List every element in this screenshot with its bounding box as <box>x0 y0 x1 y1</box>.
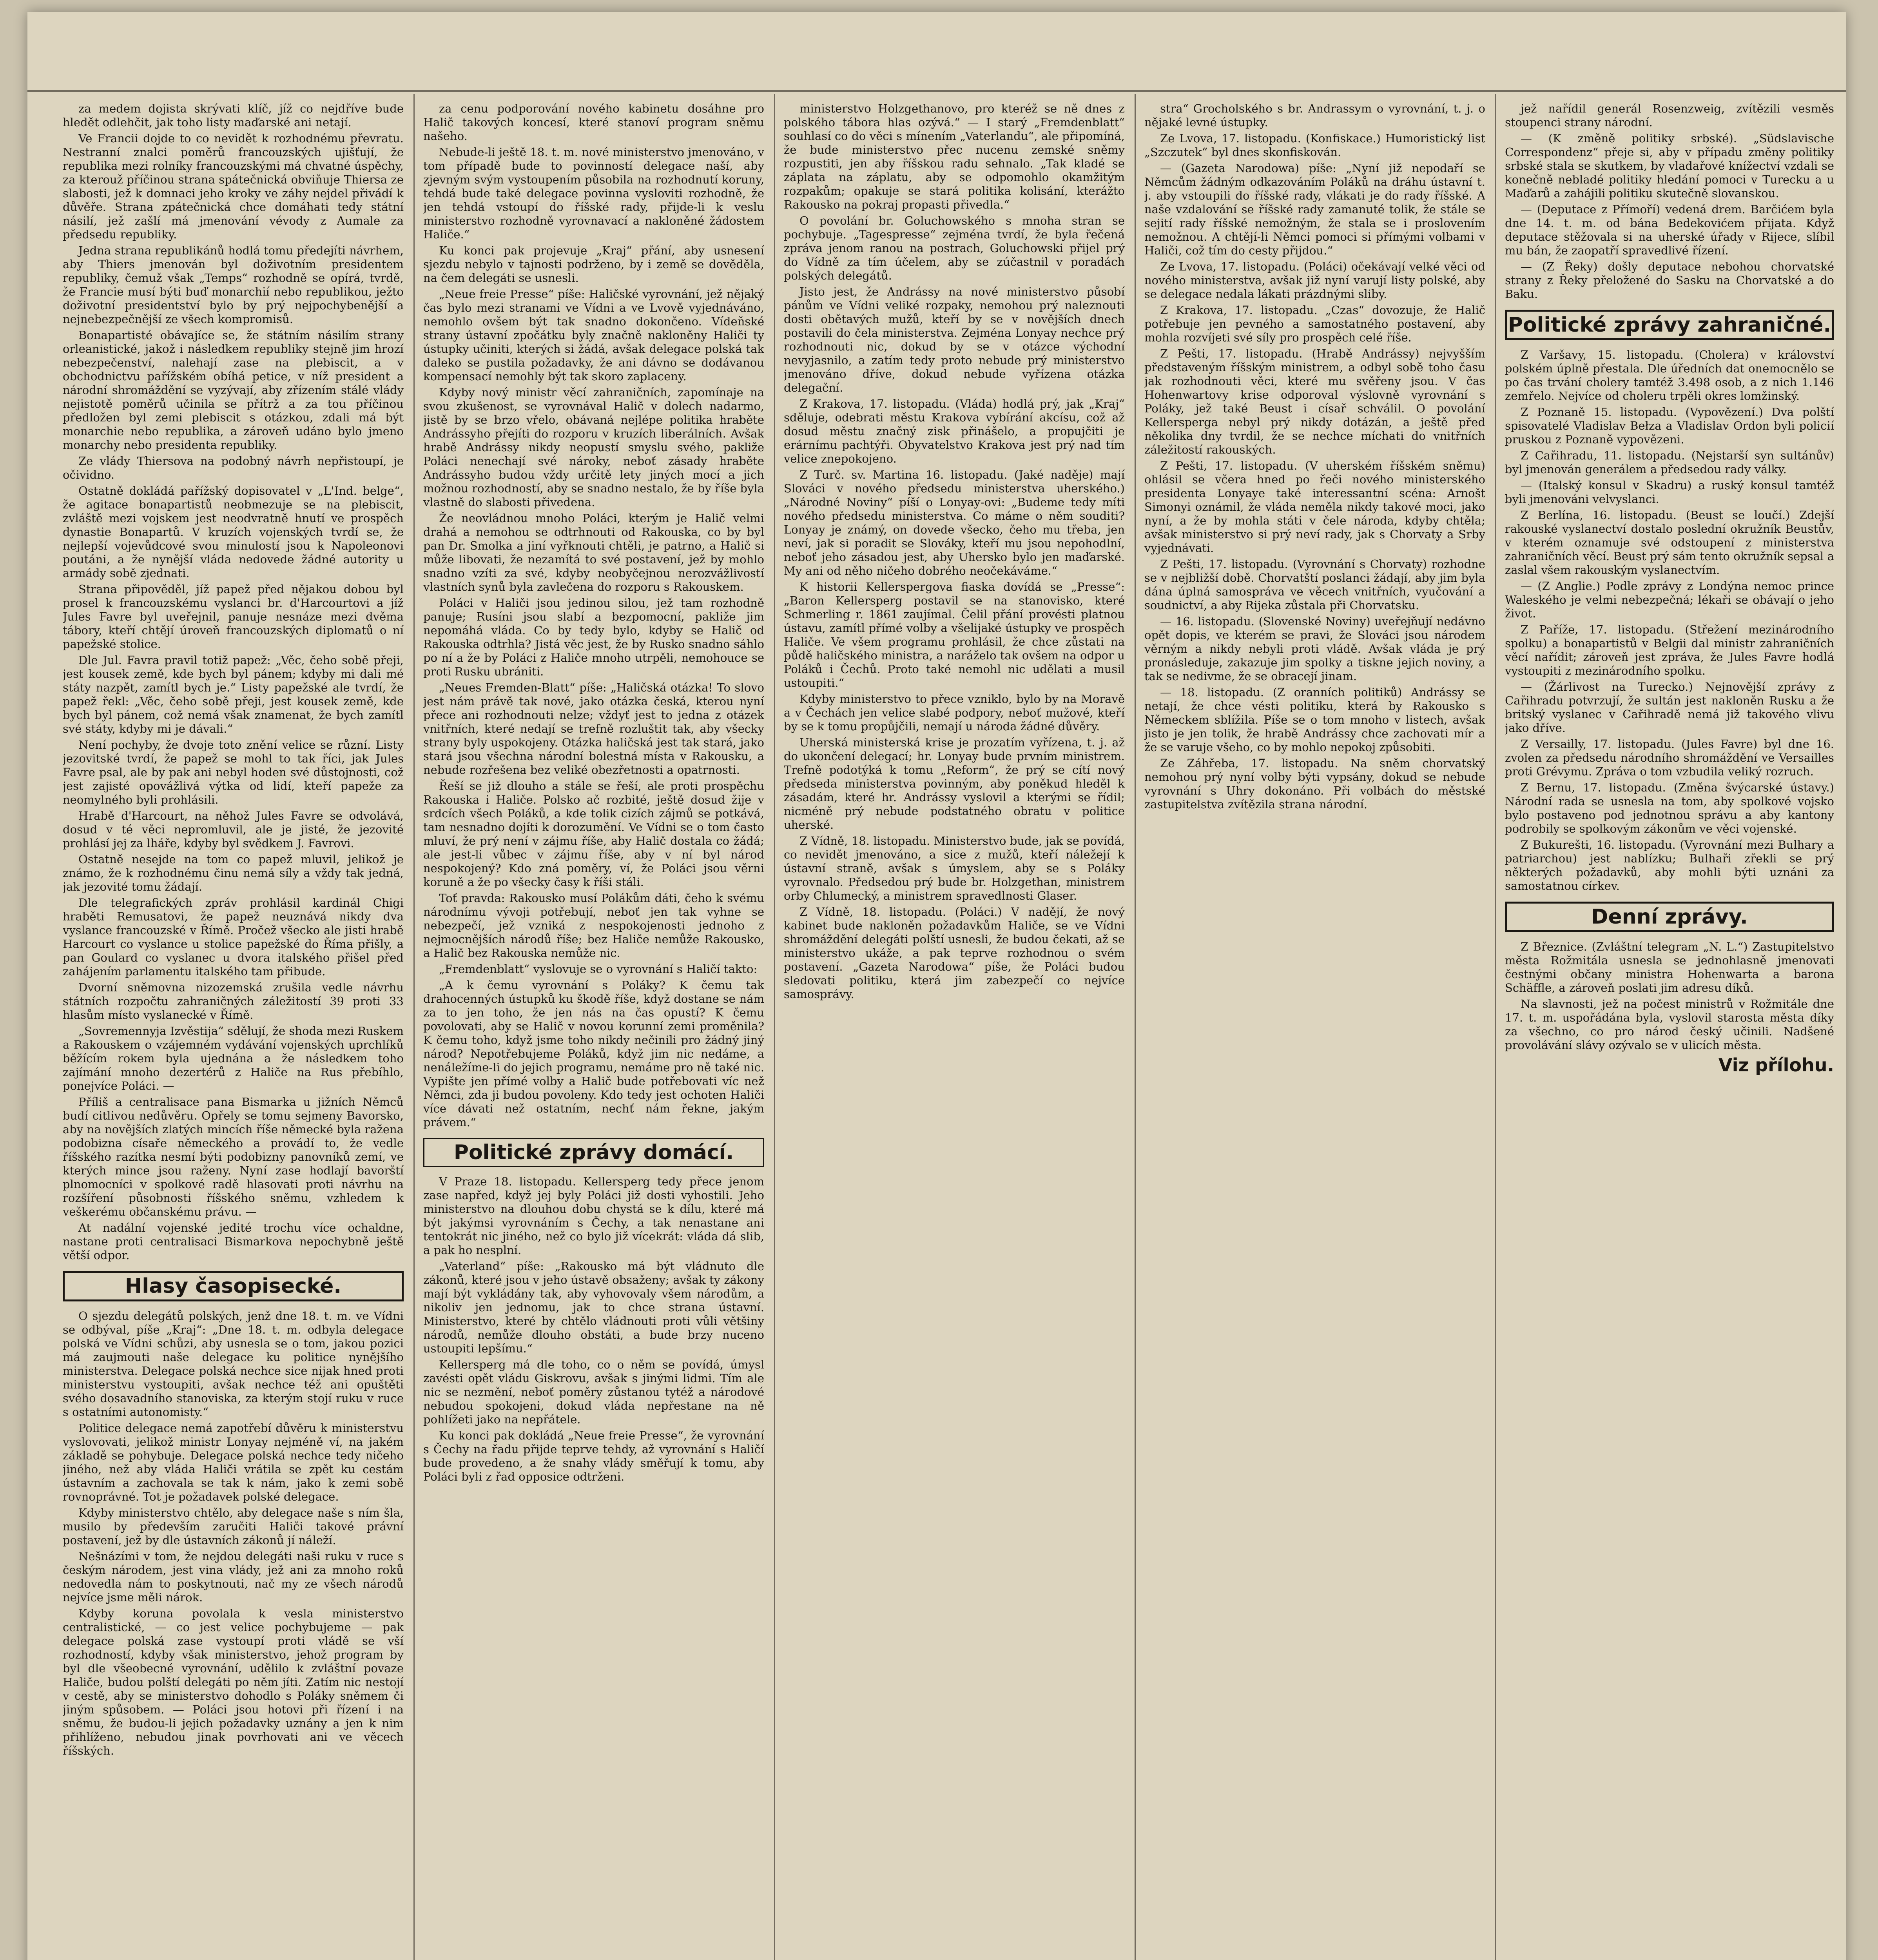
paragraph: Z Krakova, 17. listopadu. (Vláda) hodlá prý, jak „Kraj“ sděluje, odebrati městu Krakova vybírání akcísu, což až dosud městu značný zisk přinášelo, a propujčiti je erárnímu pachtýři. Obyvatelstvo Krakova jest prý nad tím velice znepokojeno. <box>784 397 1125 465</box>
paragraph: „Vaterland“ píše: „Rakousko má být vládnuto dle zákonů, které jsou v jeho ústavě obsaženy; avšak ty zákony mají být vykládány tak, aby vyhovovaly všem národům, a nikoliv jen jednomu, jak to chce strana ústavní. Ministerstvo, které by chtělo vládnouti proti vůli většiny národů, nemůže dlouho obstáti, a bude brzy nuceno ustoupiti lepšímu.“ <box>423 1259 764 1355</box>
paragraph: Z Paříže, 17. listopadu. (Střežení mezinárodního spolku) a bonapartistů v Belgii dal ministr zahraničních věcí nařídit; zároveň jest zpráva, že Jules Favre hodlá vystoupiti z mezinárodního spolku. <box>1505 623 1834 677</box>
paragraph: „Neues Fremden-Blatt“ píše: „Haličská otázka! To slovo jest nám právě tak nové, jako otázka česká, kterou nyní přece ani rozhodnouti nelze; vždyť jest to jedna z otázek vnitřních, které nedají se trefně rozluštit tak, aby všecky strany byly uspokojeny. Otázka haličská jest tak stará, jako stará jsou všechna národní bolestná místa v Rakousku, a nebude rozřešena bez veliké obezřetnosti a opatrnosti. <box>423 681 764 777</box>
paragraph: Ku konci pak projevuje „Kraj“ přání, aby usnesení sjezdu nebylo v tajnosti podrženo, by i země se dověděla, na čem delegáti se usnesli. <box>423 244 764 285</box>
paragraph: Řeší se již dlouho a stále se řeší, ale proti prospěchu Rakouska i Haliče. Polsko ač rozbité, ještě dosud žije v srdcích všech Poláků, a kde tolik cizích zájmů se potkává, tam nesnadno dojíti k dorozumění. Ve Vídni se o tom často mluví, že prý není v zájmu říše, aby Halič dostala co žádá; ale jest-li vůbec v zájmu říše, aby v ní byl národ nespokojený? Kdo zná poměry, ví, že Poláci jsou věrni koruně a že po všecky časy k říši stáli. <box>423 779 764 889</box>
paragraph: — (Italský konsul v Skadru) a ruský konsul tamtéž byli jmenováni velvyslanci. <box>1505 479 1834 506</box>
column-5 <box>1505 102 1834 1960</box>
paragraph: Kdyby ministerstvo chtělo, aby delegace naše s ním šla, musilo by především zaručiti Haliči takové právní postavení, jež by dle ústavních zákonů jí náleží. <box>63 1506 404 1547</box>
column-3-text <box>784 102 1125 1001</box>
column-5-section2-text <box>1505 940 1834 1052</box>
paragraph: Dle Jul. Favra pravil totiž papež: „Věc, čeho sobě přeji, jest kousek země, kde bych byl pánem; kdyby mi dali mé státy nazpět, zamítl bych je.“ Listy papežské ale tvrdí, že papež řekl: „Věc, čeho sobě přeji, jest kousek země, kde bych byl pánem, což nemá však znamenat, že bych zamítl své státy, kdyby mi je dávali.“ <box>63 653 404 735</box>
paragraph: Toť pravda: Rakousko musí Polákům dáti, čeho k svému národnímu vývoji potřebují, neboť jen tak vyhne se nebezpečí, jež vzniká z nespokojenosti jednoho z nejmocnějších národů říše; bez Haliče nemůže Rakousko, a Halič bez Rakouska nemůže nic. <box>423 891 764 960</box>
paragraph: Uherská ministerská krise je prozatím vyřízena, t. j. až do ukončení delegací; hr. Lonyay bude prvním ministrem. Trefně podotýká k tomu „Reform“, že prý se cítí nový předseda ministerstva povinným, aby poněkud hleděl k zásadám, které hr. Andrássy vyslovil a kterými se řídil; nicméně prý nebude podstatného obratu v politice uherské. <box>784 736 1125 831</box>
column-1 <box>63 102 404 1960</box>
paragraph: za medem dojista skrývati klíč, jíž co nejdříve bude hledět odlehčit, jak toho listy maďarské ani netají. <box>63 102 404 129</box>
paragraph: za cenu podporování nového kabinetu dosáhne pro Halič takových koncesí, které stanoví program sněmu našeho. <box>423 102 764 143</box>
column-1-section-text <box>63 1309 404 1758</box>
column-divider-2 <box>774 94 775 1960</box>
paragraph: Ze Lvova, 17. listopadu. (Konfiskace.) Humoristický list „Szczutek“ byl dnes skonfiskován. <box>1144 132 1485 159</box>
paragraph: — 18. listopadu. (Z oranních politiků) Andrássy se netají, že chce vésti politiku, která by Rakousko s Německem sblížila. Píše se o tom mnoho v listech, avšak jisto je jen tolik, že hrabě Andrássy chce zachovati mír a že se varuje všeho, co by mohlo nepokoj způsobiti. <box>1144 686 1485 754</box>
paragraph: Z Bernu, 17. listopadu. (Změna švýcarské ústavy.) Národní rada se usnesla na tom, aby spolkové vojsko bylo postaveno pod jednotnou správu a aby kantony podrobily se spolkovým zákonům ve věci vojenské. <box>1505 781 1834 835</box>
column-2 <box>423 102 764 1960</box>
paragraph: — (Žárlivost na Turecko.) Nejnovější zprávy z Cařihradu potvrzují, že sultán jest nakloněn Rusku a že britský vyslanec v Cařihradě nemá již takového vlivu jako dříve. <box>1505 680 1834 735</box>
paragraph: „Neue freie Presse“ píše: Haličské vyrovnání, jež nějaký čas bylo mezi stranami ve Vídni a ve Lvově vyjednáváno, nemohlo ovšem být tak snadno dokončeno. Vídeňské strany ústavní zpočátku byly značně nakloněny Haliči ty ústupky učiniti, kterých si žádá, avšak delegace polská tak daleko se pustila požadavky, že ani dávno se dodávanou kompensací nemohly být tak skoro zaplaceny. <box>423 287 764 383</box>
paragraph: Dle telegrafických zpráv prohlásil kardinál Chigi hraběti Remusatovi, že papež neuznává nikdy dva vyslance francouzské v Římě. Pročež všecko ale jisti hrabě Harcourt co vyslance u stolice papežské do Říma přišly, a pan Goulard co vyslanec u dvora italského přišel před zahájením parlamentu italského tam přibude. <box>63 896 404 978</box>
paragraph: Ze Lvova, 17. listopadu. (Poláci) očekávají velké věci od nového ministerstva, avšak již nyní varují listy polské, aby se delegace nedala lákati prázdnými sliby. <box>1144 260 1485 301</box>
paragraph: Z Pešti, 17. listopadu. (Vyrovnání s Chorvaty) rozhodne se v nejbližší době. Chorvatští poslanci žádají, aby jim byla dána úplná samospráva ve věcech vnitřních, vyučování a soudnictví, a aby Rijeka zůstala při Chorvatsku. <box>1144 557 1485 612</box>
paragraph: — (Z Řeky) došly deputace nebohou chorvatské strany z Řeky přeložené do Sasku na Chorvatské a do Baku. <box>1505 260 1834 301</box>
continued-label: Viz přílohu. <box>1718 1054 1834 1076</box>
paragraph: ministerstvo Holzgethanovo, pro kteréž se ně dnes z polského tábora hlas ozývá.“ — I starý „Fremdenblatt“ souhlasí co do věci s mínením „Vaterlandu“, ale připomíná, že bude ministerstvo přec nucenu zemské sněmy rozpustiti, jen aby říšskou radu sehnalo. „Tak kladé se záplata na záplatu, aby se odpomohlo okamžitým rozpakům; opakuje se stará politika kolisání, kterážto Rakousko na pokraj propasti přivedla.“ <box>784 102 1125 211</box>
paragraph: — (Gazeta Narodowa) píše: „Nyní již nepodaří se Němcům žádným odkazováním Poláků na dráhu ústavní t. j. aby vstoupili do říšské rady, vlákati je do rady říšské. A naše vzdalování se říšské rady zamanuté tolik, že stále se sejití rady říšské nemožným, že stala se i proslovením nemožnou. A chtějí-li Němci pomoci si přímými volbami v Haliči, což tím do cesty přijdou.“ <box>1144 162 1485 257</box>
paragraph: Ostatně nesejde na tom co papež mluvil, jelikož je známo, že k rozhodnému činu nemá síly a vždy tak jedná, jak jezovité tomu žádají. <box>63 853 404 893</box>
section-title-domaci: Politické zprávy domácí. <box>423 1138 764 1167</box>
paragraph: Kdyby ministerstvo to přece vzniklo, bylo by na Moravě a v Čechách jen velice slabé podpory, neboť mužové, kteří by se k tomu propůjčili, nemají u národa žádné důvěry. <box>784 692 1125 733</box>
paragraph: Jedna strana republikánů hodlá tomu předejíti návrhem, aby Thiers jmenován byl doživotním presidentem republiky, čemuž však „Temps“ rozhodně se opírá, tvrdě, že Francie musí býti buď monarchií nebo republikou, ježto doživotní presidentství bylo by prý nejpochybenější a nejnebezpečnější ze všech kompromisů. <box>63 244 404 326</box>
paragraph: jež nařídil generál Rosenzweig, zvítězili vesměs stoupenci strany národní. <box>1505 102 1834 129</box>
paragraph: „A k čemu vyrovnání s Poláky? K čemu tak drahocenných ústupků ku škodě říše, když dostane se nám za to jen toho, že jen nás na čas opustí? K čemu povolovati, aby se Halič v novou korunní zemi proměnila? K čemu toho, když jsme toho nikdy nečinili pro žádný jiný národ? Nepotřebujeme Poláků, když jim nic nedáme, a nenáležíme-li do jejich programu, nemáme pro ně také nic. Vypište jen přímé volby a Halič bude potřebovati víc než Němci, zda ji budou povoleny. Kdo tedy jest ochoten Haliči více dávati než ostatním, nechť nám řekne, jakým právem.“ <box>423 978 764 1129</box>
column-2-section-text <box>423 1175 764 1484</box>
paragraph: Kdyby koruna povolala k vesla ministerstvo centralistické, — co jest velice pochybujeme — pak delegace polská zase vystoupí proti vládě se vší rozhodností, kdyby však ministerstvo, jehož program by byl dle všeobecné vyrovnání, udělilo k zvláštní povaze Haliče, budou polští delegáti po něm jíti. Zatím nic nestojí v cestě, aby se ministerstvo dohodlo s Poláky sněmem či jiným spůsobem. — Poláci jsou hotovi při řízení i na sněmu, že budou-li jejich požadavky uznány a jen k nim přihlíženo, nebudou jinak povrhovati ani ve věcech říšských. <box>63 1607 404 1757</box>
section-title-hlasy: Hlasy časopisecké. <box>63 1271 404 1301</box>
paragraph: „Sovremennyja Izvěstija“ sdělují, že shoda mezi Ruskem a Rakouskem o vzájemném vydávání vojenských uprchlíků běžícím rokem byla ujednána a že následkem toho zajímání mnoho dezertérů z Haliče na Rus přebíhlo, ponejvíce Poláci. — <box>63 1024 404 1093</box>
paragraph: Z Berlína, 16. listopadu. (Beust se loučí.) Zdejší rakouské vyslanectví dostalo poslední okružník Beustův, v kterém oznamuje své odstoupení z ministerstva zahraničních věcí. Beust prý sám tento okružník sepsal a zaslal všem rakouským vyslanectvím. <box>1505 508 1834 577</box>
column-1-text <box>63 102 404 1262</box>
paragraph: Ze vlády Thiersova na podobný návrh nepřistoupí, je očividno. <box>63 454 404 481</box>
column-divider-3 <box>1135 94 1136 1960</box>
paragraph: K historii Kellerspergova fiaska dovídá se „Presse“: „Baron Kellersperg postavil se na stanovisko, které Schmerling r. 1861 zaujímal. Čelil přání provésti platnou ústavu, zamítl přímé volby a všelijaké ústupky ve prospěch Haliče. Ve všem programu prohlásil, že chce zůstati na půdě haličského ministra, a naráželo tak ovšem na odpor u Poláků i Čechů. Proto také nemohl nic udělati a musil ustoupiti.“ <box>784 580 1125 690</box>
paragraph: Z Cařihradu, 11. listopadu. (Nejstarší syn sultánův) byl jmenován generálem a předsedou rady války. <box>1505 449 1834 476</box>
paragraph: Příliš a centralisace pana Bismarka u jižních Němců budí citlivou nedůvěru. Opřely se tomu sejmeny Bavorsko, aby na novějších zlatých mincích říše německé byla ražena podobizna císaře německého a provádí to, že vedle říšského razítka nesmí býti podobizny panovníků zemí, ve kterých mince jsou raženy. Nyní zase hodlají bavorští plnomocníci v spolkové radě hlasovati proti návrhu na rozšíření působnosti říšského sněmu, vzhledem k veškerému občanskému právu. — <box>63 1095 404 1218</box>
newspaper-page <box>27 12 1846 1960</box>
paragraph: Ze Záhřeba, 17. listopadu. Na sněm chorvatský nemohou prý nyní volby býti vypsány, dokud se nebude vyrovnání s Uhry dokonáno. Při volbách do městské zastupitelstva zvítězila strana národní. <box>1144 757 1485 811</box>
column-4 <box>1144 102 1485 1960</box>
column-5-section-text <box>1505 348 1834 893</box>
paragraph: Že neovládnou mnoho Poláci, kterým je Halič velmi drahá a nemohou se odtrhnouti od Rakouska, co by byl pan Dr. Smolka a jiní vyřknouti chtěli, je patrno, a Halič si může libovati, že nezamítá to své postavení, jež by mohlo snadno vzíti za své, kdyby neobyčejnou nerozvážlivostí vlastních synů byla zavlečena do rozporu s Rakouskem. <box>423 512 764 593</box>
paragraph: O sjezdu delegátů polských, jenž dne 18. t. m. ve Vídni se odbýval, píše „Kraj“: „Dne 18. t. m. odbyla delegace polská ve Vídni schůzi, aby usnesla se o tom, jakou pozici má zaujmouti naše delegace ku politice nynějšího ministerstva. Delegace polská nechce sice nijak hned proti ministerstvu vystoupiti, avšak nechce též ani opuštěti svého dosavadního stanoviska, za kterým stojí ruku v ruce s ostatními autonomisty.“ <box>63 1309 404 1419</box>
paragraph: — (K změně politiky srbské). „Südslavische Correspondenz“ přeje si, aby v případu změny politiky srbské stala se skutkem, by vladařové knížectví vzdali se konečně nebladé politiky hledání pomoci v Turecku a u Maďarů a zahájili politiku skutečně slovanskou. <box>1505 132 1834 200</box>
paragraph: Politice delegace nemá zapotřebí důvěru k ministerstvu vyslovovati, jelikož ministr Lonyay nejméně ví, na jakém základě se pohybuje. Delegace polská nechce tedy ničeho jiného, než aby vláda Haliči vrátila se zpět ku cestám ústavním a zachovala se tak k nám, jako k zemi sobě rovnoprávné. Tot je požadavek polské delegace. <box>63 1421 404 1503</box>
column-3 <box>784 102 1125 1960</box>
paragraph: V Praze 18. listopadu. Kellersperg tedy přece jenom zase napřed, když jej byly Poláci již dosti vyhostili. Jeho ministerstvo na dlouhou dobu chystá se k dílu, které má být jakýmsi vyrovnáním s Čechy, a tak nenastane ani tentokrát nic jiného, než co bylo již vícekrát: vláda dá slib, a pak ho nesplní. <box>423 1175 764 1257</box>
paragraph: Z Pešti, 17. listopadu. (Hrabě Andrássy) nejvyšším představeným říšským ministrem, a odbyl sobě toho času jak rozhodnouti věci, které mu svěřeny jsou. V čas Hohenwartovy krise odporoval výslovně vyrovnání s Poláky, jež také Beust i císař schválil. O povolání Kellersperga nebyl prý nikdy dotázán, a ještě před několika dny tvrdil, že se nechce míchati do vnitřních záležitostí rakouských. <box>1144 347 1485 456</box>
paragraph: Z Vídně, 18. listopadu. (Poláci.) V nadějí, že nový kabinet bude nakloněn požadavkům Haliče, se ve Vídni shromáždění delegáti polští usnesli, že budou čekati, až se ministerstvo ukáže, a pak teprve rozhodnou o svém postavení. „Gazeta Narodowa“ píše, že Poláci budou sledovati politiku, která jim zabezpečí co nejvíce samosprávy. <box>784 905 1125 1001</box>
paragraph: — 16. listopadu. (Slovenské Noviny) uveřejňují nedávno opět dopis, ve kterém se pravi, že Slováci jsou národem věrným a nikdy nebyli proti vládě. Avšak vláda je prý pronásleduje, zakazuje jim spolky a tiskne jejich noviny, a tak se nedivme, že se obracejí jinam. <box>1144 615 1485 683</box>
paragraph: Z Turč. sv. Martina 16. listopadu. (Jaké naděje) mají Slováci v nového předsedu ministerstva uherského.) „Národné Noviny“ píší o Lonyay-ovi: „Budeme tedy míti nového předsedu ministerstva. Co máme o něm souditi? Lonyay je známý, on dovede všecko, čeho mu třeba, jen neví, jak si poradit se Slováky, kteří mu jsou nepohodlní, neboť jeho zásadou jest, aby Uhersko bylo jen maďarské. My ani od něho ničeho dobrého neočekáváme.“ <box>784 468 1125 577</box>
paragraph: Z Vídně, 18. listopadu. Ministerstvo bude, jak se povídá, co nevidět jmenováno, a sice z mužů, kteří náležejí k ústavní straně, avšak s úmyslem, aby se s Poláky vyrovnalo. Předsedou prý bude br. Holzgethan, ministrem orby Chlumecký, a ministrem spravedlnosti Glaser. <box>784 834 1125 902</box>
paragraph: stra“ Grocholského s br. Andrassym o vyrovnání, t. j. o nějaké levné ústupky. <box>1144 102 1485 129</box>
paragraph: Z Březnice. (Zvláštní telegram „N. L.“) Zastupitelstvo města Rožmitála usnesla se jednohlasně jmenovati čestnými občany ministra Hohenwarta a barona Schäffle, a zároveň poslati jim adresu díků. <box>1505 940 1834 995</box>
paragraph: Z Varšavy, 15. listopadu. (Cholera) v království polském úplně přestala. Dle úředních dat onemocnělo se po čas trvání cholery tamtéž 3.498 osob, a z nich 1.146 zemřelo. Nejvíce od choleru trpěli okres lomžinský. <box>1505 348 1834 403</box>
paragraph: Ostatně dokládá pařížský dopisovatel v „L'Ind. belge“, že agitace bonapartistů neobmezuje se na plebiscit, zvláště mezi vojskem jest neodvratně hnutí ve prospěch dynastie Bonapartů. V kruzích vojenských tvrdí se, že nejlepší vojevůdcové svou minulostí jsou k Napoleonovi poutáni, a že nynější vláda nedovede žádné autority u armády sobě zjednati. <box>63 484 404 580</box>
paragraph: Hrabě d'Harcourt, na něhož Jules Favre se odvolává, dosud v té věci nepromluvil, ale je jisté, že jezovité prohlásí jej za lháře, kdyby byl svědkem J. Favrovi. <box>63 809 404 850</box>
paragraph: Strana připověděl, jíž papež před nějakou dobou byl prosel k francouzskému vyslanci br. d'Harcourtovi a jíž Jules Favre byl uveřejnil, panuje nesnáze mezi dvěma tábory, kteří chtějí úroveň francouzských diplomatů o ní papežské stolice. <box>63 583 404 651</box>
column-2-text <box>423 102 764 1129</box>
column-divider-1 <box>413 94 415 1960</box>
paragraph: Z Pešti, 17. listopadu. (V uherském říšském sněmu) ohlásil se včera hned po řeči nového ministerského presidenta Lonyaye také interessantní scéna: Arnošt Simonyi oznámil, že vláda neměla nikdy takové moci, jako nyní, a že by mohla státi v čele národa, kdyby chtěla; avšak ministerstvo si prý neví rady, jak s Chorvaty a Srby vyjednávati. <box>1144 459 1485 555</box>
paragraph: O povolání br. Goluchowského s mnoha stran se pochybuje. „Tagespresse“ zejména tvrdí, že byla řečená zpráva jenom ranou na postrach, Goluchowski přijel prý do Vídně za tím účelem, aby se zúčastnil v poradách polských delegátů. <box>784 214 1125 282</box>
paragraph: Z Versailly, 17. listopadu. (Jules Favre) byl dne 16. zvolen za předsedu národního shromáždění ve Versailles proti Grévymu. Zpráva o tom vzbudila veliký rozruch. <box>1505 737 1834 778</box>
paragraph: „Fremdenblatt“ vyslovuje se o vyrovnání s Haličí takto: <box>439 962 758 976</box>
paragraph: — (Z Anglie.) Podle zprávy z Londýna nemoc prince Waleského je velmi nebezpečná; lékaři se obávají o jeho život. <box>1505 579 1834 620</box>
paragraph: Nešnázími v tom, že nejdou delegáti naši ruku v ruce s českým národem, jest vina vlády, jež ani za mnoho roků nedovedla nám to poskytnouti, nač my ze všech národů nejvíce jsme měli nárok. <box>63 1550 404 1604</box>
header-rule <box>27 90 1846 92</box>
paragraph: Z Poznaně 15. listopadu. (Vypovězení.) Dva polští spisovatelé Vladislav Bełza a Vladislav Ordon byli policií pruskou z Poznaně vypovězeni. <box>1505 405 1834 446</box>
paragraph: Není pochyby, že dvoje toto znění velice se různí. Listy jezovitské tvrdí, že papež se mohl to tak říci, jak Jules Favre psal, ale by pak ani nebyl hoden své důstojnosti, což jest zajisté opovážlivá výtka od lidí, kteří papeže za neomylného byli prohlásili. <box>63 738 404 806</box>
paragraph: Z Krakova, 17. listopadu. „Czas“ dovozuje, že Halič potřebuje jen pevného a samostatného postavení, aby mohla rozvíjeti své síly pro prospěch celé říše. <box>1144 303 1485 344</box>
paragraph: Ku konci pak dokládá „Neue freie Presse“, že vyrovnání s Čechy na řadu přijde teprve tehdy, až vyrovnání s Haličí bude provedeno, a že snahy vlády směřují k tomu, aby Poláci byli z řad opposice odtrženi. <box>423 1429 764 1483</box>
paragraph: At nadální vojenské jedité trochu více ochaldne, nastane proti centralisaci Bismarkova nepochybně ještě větší odpor. <box>63 1221 404 1262</box>
paragraph: Ve Francii dojde to co nevidět k rozhodnému převratu. Nestranní znalci poměrů francouzských ujišťují, že republika mezi rolníky francouzskými má chvatné úspěchy, za kterouž příčinou strana spátečnická obviňuje Thiersa ze slabosti, jež k domnaci jeho kroky ve záhy nejdel přivádí k důvěře. Strana zpátečnická chce domáhati tedy státní násilí, jež zašlí má jmenování vévody z Aumale za předsedu republiky. <box>63 132 404 241</box>
paragraph: Dvorní sněmovna nizozemská zrušila vedle návrhu státních rozpočtu zahraničných záležitostí 39 proti 33 hlasům místo vyslanecké v Římě. <box>63 981 404 1022</box>
paragraph: Na slavnosti, jež na počest ministrů v Rožmitále dne 17. t. m. uspořádána byla, vyslovil starosta města díky za všechno, co pro národ český učinili. Nadšené provolávání slávy ozývalo se v ulicích města. <box>1505 997 1834 1052</box>
paragraph: Bonapartisté obávajíce se, že státním násilím strany orleanistické, jakož i následkem republiky stejně jim hrozí nebezpečenství, nalehají zase na plebiscit, a v obchodnictvu pařížském obíhá petice, v níž president a národní shromáždění se vyzývají, aby zřízením stálé vlády nejistotě poměrů učinila se přítrž a za tou příčinou předložen byl zemi plebiscit s otázkou, zdali má být monarchie nebo republika, a zároveň udáno bylo jmeno monarchy nebo presidenta republiky. <box>63 328 404 452</box>
section-title-denni: Denní zprávy. <box>1505 902 1834 932</box>
paragraph: Kdyby nový ministr věcí zahraničních, zapomínaje na svou zkušenost, se vyrovnával Halič v dolech nadarmo, jistě by se brzo vřelo, obávaná nejlépe politika hraběte Andrássyho přejíti do rozporu v kruzích liberálních. Avšak hrabě Andrássy nikdy neopustí smyslu svého, pakliže Poláci nenechají své nároky, neboť zásady hraběte Andrássyho budou vždy určitě lety jiných mocí a jich možnou rozhodností, aby se snadno nestalo, že by říše byla vlastně do slabosti přivedena. <box>423 386 764 509</box>
section-title-zahranicne: Politické zprávy zahraničné. <box>1505 310 1834 340</box>
paragraph: Poláci v Haliči jsou jedinou silou, jež tam rozhodně panuje; Rusíni jsou slabí a bezpomocní, pakliže jim nepomáhá vláda. Co by tedy bylo, kdyby se Halič od Rakouska odtrhla? Jistá věc jest, že by Rusko snadno sáhlo po ní a že by Poláci z Haliče mnoho utrpěli, nemohouce se proti Rusku ubrániti. <box>423 596 764 678</box>
column-5-text <box>1505 102 1834 301</box>
paragraph: Nebude-li ještě 18. t. m. nové ministerstvo jmenováno, v tom případě bude to povinností delegace naší, aby zjevným svým vystoupením působila na rozhodnutí koruny, tehdá bude také delegace povinna vysloviti rozhodně, že jen tehdá vstoupí do říšské rady, přijde-li k veslu ministerstvo rozhodně vyrovnavací a nakloněné žádostem Haliče.“ <box>423 145 764 241</box>
column-divider-4 <box>1495 94 1496 1960</box>
paragraph: — (Deputace z Přímoří) vedená drem. Barčićem byla dne 14. t. m. od bána Bedekovićem přijata. Když deputace stěžovala si na uherské úřady v Rijece, slíbil mu bán, že zaopatří spravedlivé řízení. <box>1505 203 1834 257</box>
column-4-text <box>1144 102 1485 811</box>
paragraph: Kellersperg má dle toho, co o něm se povídá, úmysl zavésti opět vládu Giskrovu, avšak s jinými lidmi. Tím ale nic se nezmění, neboť poměry zůstanou tytéž a národové nebudou spokojeni, dokud vláda nepřestane na ně pohlížeti jako na nepřátele. <box>423 1358 764 1426</box>
paragraph: Jisto jest, že Andrássy na nové ministerstvo působí pánům ve Vídni veliké rozpaky, nemohou prý naleznouti dosti obětavých mužů, kteří by se v novějších dnech postavili do čela ministerstva. Zejména Lonyay nechce prý rozhodnouti nic, dokud by se v otázce východní nevyjasnilo, a zatím tedy proto nebude prý ministerstvo jmenováno dříve, dokud nebude vyřízena otázka delegační. <box>784 285 1125 394</box>
paragraph: Z Bukurešti, 16. listopadu. (Vyrovnání mezi Bulhary a patriarchou) jest nablízku; Bulhaři zřekli se prý některých požadavků, aby mohli býti uznáni za samostatnou církev. <box>1505 838 1834 893</box>
